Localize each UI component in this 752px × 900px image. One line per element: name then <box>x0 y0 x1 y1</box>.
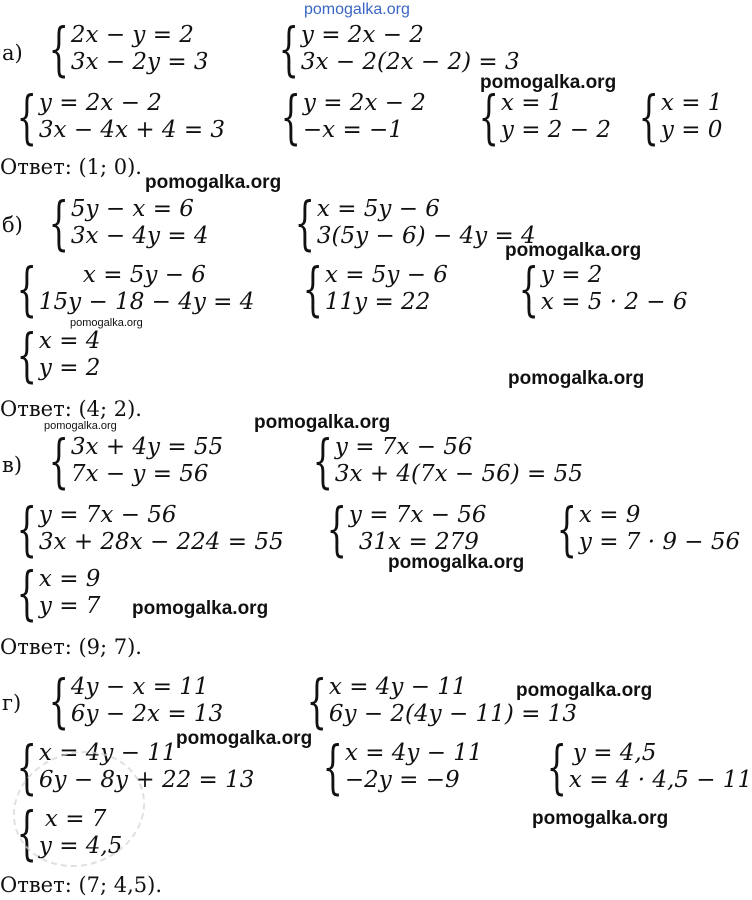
brace-icon: { <box>16 83 37 151</box>
equation-line: y = 2x − 2 <box>38 90 162 116</box>
equation-line: 4y − x = 11 <box>70 674 209 700</box>
system-b-6 <box>0 321 101 389</box>
top-watermark: pomogalka.org <box>304 1 410 18</box>
brace-icon: { <box>16 495 37 563</box>
brace-icon: { <box>16 733 37 801</box>
equation-line: 15y − 18 − 4y = 4 <box>38 289 255 315</box>
brace-icon: { <box>48 427 69 495</box>
equation-line: y = 7x − 56 <box>348 502 487 528</box>
brace-icon: { <box>280 83 301 151</box>
brace-icon: { <box>16 799 37 867</box>
section-a-label: а) <box>2 41 23 65</box>
brace-icon: { <box>16 559 37 627</box>
equation-line: y = 2x − 2 <box>300 22 424 48</box>
equation-line: y = 2 <box>540 262 603 288</box>
brace-icon: { <box>16 255 37 323</box>
equation-line: y = 7x − 56 <box>334 434 473 460</box>
equation-line: 6y − 8y + 22 = 13 <box>38 767 255 793</box>
watermark: pomogalka.org <box>505 240 642 261</box>
section-g-label: г) <box>2 691 22 715</box>
system-v-6 <box>0 559 101 627</box>
watermark: pomogalka.org <box>176 728 313 749</box>
system-b-5 <box>502 255 688 323</box>
equation-line: y = 7x − 56 <box>38 502 177 528</box>
equation-line: x = 4y − 11 <box>344 740 483 766</box>
brace-icon: { <box>294 189 315 257</box>
equation-line: x = 7 <box>44 806 107 832</box>
equation-line: x = 1 <box>660 90 723 116</box>
brace-icon: { <box>48 189 69 257</box>
equation-line: −2y = −9 <box>344 767 460 793</box>
equation-line: 3x + 28x − 224 = 55 <box>38 529 284 555</box>
answer-v: Ответ: (9; 7). <box>0 635 142 659</box>
system-g-5 <box>530 733 752 801</box>
equation-line: 5y − x = 6 <box>70 196 194 222</box>
watermark: pomogalka.org <box>480 72 617 93</box>
equation-line: x = 4 · 4,5 − 11 <box>568 767 752 793</box>
equation-line: y = 7 · 9 − 56 <box>578 529 741 555</box>
equation-line: 3x − 4x + 4 = 3 <box>38 117 226 143</box>
watermark: pomogalka.org <box>516 680 653 701</box>
system-v-5 <box>540 495 741 563</box>
system-v-3 <box>0 495 284 563</box>
brace-icon: { <box>322 733 343 801</box>
brace-icon: { <box>546 733 567 801</box>
system-a-4 <box>264 83 426 151</box>
equation-line: 6y − 2x = 13 <box>70 701 224 727</box>
equation-line: x = 4 <box>38 328 101 354</box>
brace-icon: { <box>312 427 333 495</box>
system-a-5 <box>462 83 611 151</box>
system-a-2 <box>262 15 520 83</box>
brace-icon: { <box>16 321 37 389</box>
section-b-label: б) <box>2 213 23 237</box>
equation-line: y = 0 <box>660 117 723 143</box>
equation-line: 3x − 2y = 3 <box>70 49 209 75</box>
equation-line: x = 9 <box>38 566 101 592</box>
watermark: pomogalka.org <box>132 598 269 619</box>
watermark: pomogalka.org <box>388 552 525 573</box>
equation-line: x = 5y − 6 <box>324 262 448 288</box>
section-v-label: в) <box>2 453 23 477</box>
system-g-1 <box>32 667 224 735</box>
brace-icon: { <box>48 15 69 83</box>
equation-line: y = 2 − 2 <box>500 117 611 143</box>
answer-a: Ответ: (1; 0). <box>0 155 142 179</box>
system-b-1 <box>32 189 209 257</box>
brace-icon: { <box>278 15 299 83</box>
system-v-1 <box>32 427 224 495</box>
equation-line: y = 2 <box>38 355 101 381</box>
brace-icon: { <box>638 83 659 151</box>
equation-line: −x = −1 <box>302 117 403 143</box>
watermark-small: pomogalka.org <box>70 317 143 329</box>
equation-line: x = 5y − 6 <box>316 196 440 222</box>
equation-line: x = 4y − 11 <box>328 674 467 700</box>
answer-g: Ответ: (7; 4,5). <box>0 873 163 897</box>
equation-line: 3x − 2(2x − 2) = 3 <box>300 49 520 75</box>
system-a-1 <box>32 15 209 83</box>
brace-icon: { <box>48 667 69 735</box>
equation-line: 3(5y − 6) − 4y = 4 <box>316 223 536 249</box>
watermark: pomogalka.org <box>532 808 669 829</box>
equation-line: 7x − y = 56 <box>70 461 209 487</box>
system-v-4 <box>310 495 487 563</box>
equation-line: y = 4,5 <box>38 833 123 859</box>
brace-icon: { <box>302 255 323 323</box>
equation-line: y = 2x − 2 <box>302 90 426 116</box>
equation-line: 3x + 4y = 55 <box>70 434 224 460</box>
answer-b: Ответ: (4; 2). <box>0 397 142 421</box>
equation-line: 3x + 4(7x − 56) = 55 <box>334 461 583 487</box>
watermark-small: pomogalka.org <box>44 420 117 432</box>
equation-line: x = 5y − 6 <box>82 262 206 288</box>
system-v-2 <box>296 427 583 495</box>
equation-line: y = 7 <box>38 593 101 619</box>
equation-line: 6y − 2(4y − 11) = 13 <box>328 701 577 727</box>
brace-icon: { <box>518 255 539 323</box>
system-g-4 <box>306 733 483 801</box>
system-a-3 <box>0 83 226 151</box>
brace-icon: { <box>478 83 499 151</box>
brace-icon: { <box>306 667 327 735</box>
watermark: pomogalka.org <box>254 412 391 433</box>
watermark: pomogalka.org <box>508 368 645 389</box>
equation-line: y = 4,5 <box>572 740 657 766</box>
equation-line: 3x − 4y = 4 <box>70 223 209 249</box>
equation-line: x = 1 <box>500 90 563 116</box>
equation-line: x = 4y − 11 <box>38 740 177 766</box>
equation-line: x = 5 · 2 − 6 <box>540 289 688 315</box>
equation-line: x = 9 <box>578 502 641 528</box>
system-b-4 <box>286 255 448 323</box>
watermark: pomogalka.org <box>145 172 282 193</box>
brace-icon: { <box>556 495 577 563</box>
system-b-2 <box>278 189 536 257</box>
equation-line: 11y = 22 <box>324 289 431 315</box>
brace-icon: { <box>326 495 347 563</box>
equation-line: 31x = 279 <box>358 529 479 555</box>
system-a-6 <box>622 83 723 151</box>
equation-line: 2x − y = 2 <box>70 22 194 48</box>
